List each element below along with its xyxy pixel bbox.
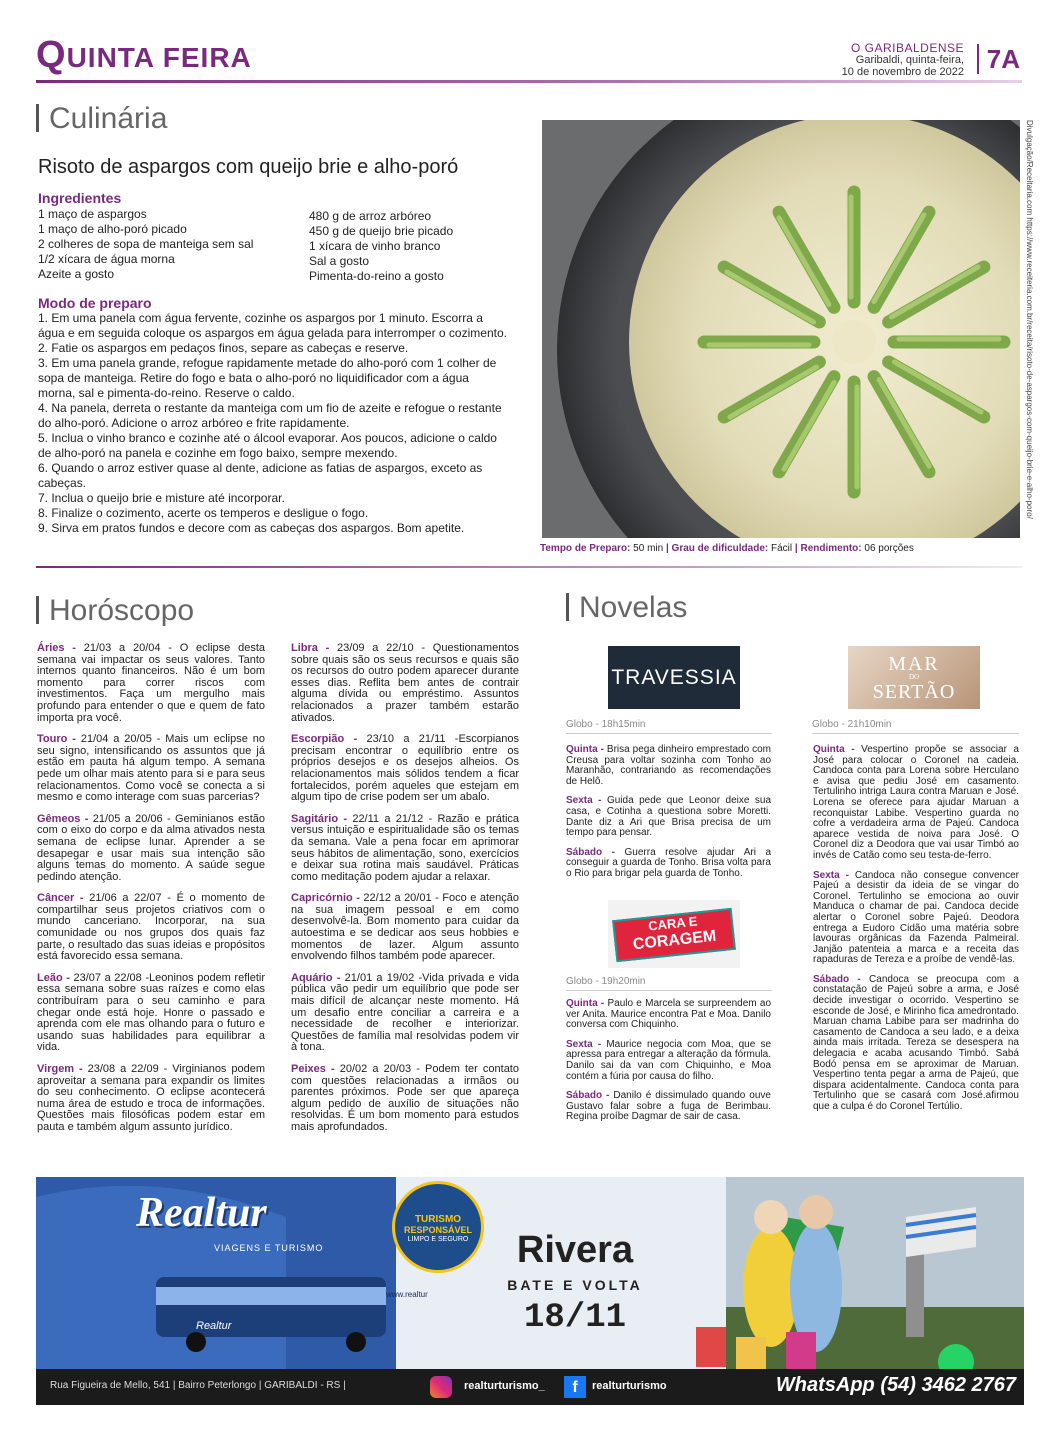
- recipe-title: Risoto de aspargos com queijo brie e alho-poró: [38, 156, 459, 178]
- cara-e-coragem-time: Globo - 19h20min: [566, 976, 646, 987]
- novela-entry: Sexta - Candoca não consegue convencer Pajeú a desistir da ideia de se vingar do Coronel. Tertulinho se emociona ao ouvir Manduca o chamar de pai. Candoca decide alertar o Coronel sobre Pajeú. Deodora entrega a Eudoro Cidão uma matéria sobre lavouras orgânicas da Fazenda Palmeiral. Janjão patenteia a marca e a receita das rapaduras de Tereza e a proíbe de vendê-las.: [813, 869, 1019, 966]
- divider: [566, 733, 772, 734]
- realtur-advertisement[interactable]: [36, 1177, 1024, 1405]
- ingredient: 1/2 xícara de água morna: [38, 252, 175, 266]
- masthead-info: [842, 42, 964, 78]
- novela-entry: Sexta - Maurice negocia com Moa, que se apressa para entregar a alteração da fórmula. Danilo sai da van com Chiquinho, e Moa contém a fúria por causa do filho.: [566, 1038, 772, 1082]
- travessia-logo: TRAVESSIA: [608, 646, 740, 709]
- ad-footer: [36, 1369, 1024, 1405]
- method-step: 6. Quando o arroz estiver quase al dente, adicione as fatias de aspargos, exceto as cabeças.: [38, 461, 483, 490]
- brand-subtitle: VIAGENS E TURISMO: [214, 1243, 324, 1253]
- mar-do-sertao-summary: [813, 745, 1019, 1122]
- divider: [812, 733, 1019, 734]
- destination-date: 18/11: [523, 1299, 627, 1337]
- travessia-summary: [566, 745, 771, 889]
- novela-entry: Quinta - Brisa pega dinheiro emprestado com Creusa para voltar sozinha com Tonho ao Maranhão, contrariando as recomendações de Helô.: [566, 744, 772, 787]
- risotto-illustration: [542, 120, 1020, 538]
- ingredient: 1 maço de aspargos: [38, 207, 147, 221]
- method-step: 9. Sirva em pratos fundos e decore com as cabeças dos aspargos. Bom apetite.: [38, 521, 465, 535]
- method-step: 8. Finalize o cozimento, acerte os temperos e desligue o fogo.: [38, 506, 369, 520]
- instagram-icon: [430, 1376, 452, 1398]
- travessia-time: Globo - 18h15min: [566, 719, 646, 730]
- horoscope-column-1: [37, 643, 265, 1144]
- destination-subtitle: BATE E VOLTA: [507, 1277, 643, 1293]
- ingredient: 1 maço de alho-poró picado: [38, 222, 187, 236]
- mar-do-sertao-time: Globo - 21h10min: [812, 719, 892, 730]
- yield-value: 06 porções: [864, 543, 914, 554]
- method-step: 1. Em uma panela com água fervente, cozinhe os aspargos por 1 minuto. Escorra a água e em seguida coloque os aspargos em água gelada para interromper o cozimento.: [38, 311, 507, 340]
- horoscope-entry: Câncer - 21/06 a 22/07 - É o momento de compartilhar seus projetos criativos com o mundo canceriano. Incorporar, na sua comunidade ou nos grupos dos quais faz parte, o resultado das suas ideias e propósitos está favorecido essa semana.: [37, 892, 265, 963]
- ingredients-list-right: [309, 209, 453, 284]
- facebook-icon: f: [564, 1376, 586, 1398]
- method-step: 2. Fatie os aspargos em pedaços finos, separe as cabeças e reserve.: [38, 341, 409, 355]
- horoscope-entry: Gêmeos - 21/05 a 20/06 - Geminianos estão com o eixo do corpo e da alma ativados nesta semana de eclipse lunar. Aprender a se desapegar e usar mais sua intenção são alguns temas do momento. A saúde segue pedindo atenção.: [37, 812, 265, 883]
- weekday-heading: QUINTA FEIRA: [36, 34, 252, 76]
- method-heading: Modo de preparo: [38, 295, 152, 311]
- photo-credit: Divulgação/Receitaria.com https://www.receiteria.com.br/receita/risoto-de-aspargos-com-queijo-brie-e-alho-poro/: [1025, 120, 1034, 519]
- novela-entry: Sábado - Candoca se preocupa com a constatação de Pajeú sobre a arma, e José decide investigar o ocorrido. Vespertino se esconde de José, e Mirinho fica amedrontado. Maruan chama Labibe para ser madrinha do casamento de Candoca a seu lado, e a deixa ainda mais irritada. Tereza se desespera na delegacia e acaba acusando Timbó. Sabá Bodó pensa em se aproximar de Maruan. Vespertino tenta pegar a arma de Pajeú, que dispara acidentalmente. Candoca conta para Tertulinho que se casará com José.afirmou que a culpa é do Coronel Tertúlio.: [813, 973, 1019, 1112]
- risotto-photo: [542, 120, 1020, 538]
- section-title-culinaria: Culinária: [36, 102, 167, 136]
- horoscope-entry: Escorpião - 23/10 a 21/11 -Escorpianos precisam encontrar o equilíbrio entre os próprios desejos e os desejos alheios. Os relacionamentos mais sólidos tendem a ficar fortalecidos, porém aqueles que estejam em algum tipo de crise podem ser um abalo.: [291, 733, 519, 804]
- method-step: 5. Inclua o vinho branco e cozinhe até o álcool evaporar. Aos poucos, adicione o caldo de alho-poró na panela e cozinhe em fogo baixo, sempre mexendo.: [38, 431, 497, 460]
- cara-e-coragem-logo: CARA E CORAGEM: [608, 900, 740, 968]
- horoscope-entry: Leão - 23/07 a 22/08 -Leoninos podem refletir essa semana sobre suas raízes e como elas contribuíram para o seu caminho e para chegar onde está hoje. Honre o passado e aprenda com ele mas olhando para o futuro e usando suas habilidades para equilibrar a vida.: [37, 971, 265, 1054]
- instagram-handle[interactable]: realturturismo_: [464, 1380, 545, 1392]
- ingredient: Azeite a gosto: [38, 267, 115, 281]
- yield-label: Rendimento:: [800, 543, 862, 554]
- section-title-horoscopo: Horóscopo: [36, 594, 194, 628]
- ingredient: 2 colheres de sopa de manteiga sem sal: [38, 237, 254, 251]
- turismo-seal: TURISMO RESPONSÁVEL LIMPO E SEGURO: [392, 1181, 484, 1273]
- horoscope-column-2: [291, 643, 519, 1144]
- horoscope-entry: Virgem - 23/08 a 22/09 - Virginianos podem aproveitar a semana para expandir os limites do seu conhecimento. O eclipse acontecerá numa área de estudo e troca de informações. Questões mais filosóficas podem estar em pauta e também algum assunto jurídico.: [37, 1063, 266, 1133]
- ingredient: Pimenta-do-reino a gosto: [309, 269, 444, 283]
- horoscope-entry: Libra - 23/09 a 22/10 - Questionamentos sobre quais são os seus recursos e quais são os recursos do outro podem aparecer durante esses dias. Reflita bem antes de contrair alguma dívida ou empréstimo. Assuntos relacionados a prazer também estarão ativados.: [291, 642, 519, 724]
- ingredient: 480 g de arroz arbóreo: [309, 209, 432, 223]
- newspaper-name: O GARIBALDENSE: [850, 41, 964, 55]
- edition-date: 10 de novembro de 2022: [841, 66, 964, 78]
- horoscope-entry: Áries - 21/03 a 20/04 - O eclipse desta semana vai impactar os seus valores. Tanto internos quanto financeiros. Não é um bom momento para correr riscos com investimentos. Faça um mergulho mais profundo para entender o que e quem de fato importa pra você.: [37, 642, 265, 724]
- brand-logo: Realtur: [136, 1190, 267, 1236]
- ingredient: 450 g de queijo brie picado: [309, 224, 454, 238]
- edition-place: Garibaldi, quinta-feira,: [855, 54, 964, 66]
- prep-value: 50 min: [633, 543, 664, 554]
- prep-label: Tempo de Preparo:: [540, 543, 631, 554]
- page-number: 7A: [977, 44, 1020, 74]
- method-step: 4. Na panela, derreta o restante da manteiga com um fio de azeite e refogue o restante do alho-poró. Adicione o arroz arbóreo e frite rapidamente.: [38, 401, 502, 430]
- horoscope-entry: Peixes - 20/02 a 20/03 - Podem ter contato com questões relacionadas a irmãos ou parentes próximos. Pode ser que apareça algum pedido de auxílio de situações não resolvidas. É um bom momento para estudos mais aprofundados.: [291, 1063, 519, 1133]
- novela-entry: Sexta - Guida pede que Leonor deixe sua casa, e Cotinha a questiona sobre Moretti. Dante diz a Ari que Brisa precisa de um tempo para pensar.: [566, 795, 772, 839]
- destination-title: Rivera: [516, 1229, 634, 1271]
- recipe-meta: Tempo de Preparo: 50 min | Grau de dificuldade: Fácil | Rendimento: 06 porções: [540, 543, 914, 554]
- horoscope-entry: Sagitário - 22/11 a 21/12 - Razão e prática versus intuição e espiritualidade são os temas da semana. Vale a pena focar em aprimorar seus hábitos de alimentação, sono, exercícios e deixar sua rotina mais saudável. Práticas como meditação podem ajudar a relaxar.: [291, 812, 519, 883]
- difficulty-label: Grau de dificuldade:: [671, 543, 769, 554]
- difficulty-value: Fácil: [771, 543, 793, 554]
- bus-url: www.realtur: [386, 1290, 428, 1299]
- horoscope-entry: Capricórnio - 22/12 a 20/01 - Foco e atenção na sua imagem pessoal e em como desenvolvê-la. Bom momento para cuidar da autoestima e se dedicar aos seus hobbies e momentos de lazer. Algum assunto envolvendo filhos também pode aparecer.: [291, 892, 519, 963]
- bus-text: Realtur: [196, 1320, 232, 1332]
- horoscope-entry: Aquário - 21/01 a 19/02 -Vida privada e vida pública vão pedir um equilíbrio que pode ser mais difícil de alcançar neste momento. Há um desafio entre conciliar a carreira e a necessidade de recolher e interiorizar. Questões de família mal resolvidas podem vir à tona.: [291, 971, 519, 1054]
- method-step: 7. Inclua o queijo brie e misture até incorporar.: [38, 491, 285, 505]
- address: Rua Figueira de Mello, 541 | Bairro Peterlongo | GARIBALDI - RS |: [50, 1380, 346, 1391]
- novela-entry: Sábado - Danilo é dissimulado quando ouve Gustavo falar sobre a fuga de Berimbau. Regina proíbe Dagmar de sair de casa.: [566, 1090, 771, 1123]
- horoscope-entry: Touro - 21/04 a 20/05 - Mais um eclipse no seu signo, intensificando os assuntos que já estão em pauta há algum tempo. A semana pede um olhar mais atento para si e para seus relacionamentos. Como você se conecta a si mesmo e como interage com suas parcerias?: [37, 733, 266, 804]
- header-rule: [36, 80, 1022, 83]
- method-step: 3. Em uma panela grande, refogue rapidamente metade do alho-poró com 1 colher de sopa de manteiga. Retire do fogo e bata o alho-poró no liquidificador com a água morna, sal e pimenta-do-reino. Reserve o caldo.: [38, 356, 497, 400]
- novela-entry: Sábado - Guerra resolve ajudar Ari a conseguir a guarda de Tonho. Brisa volta para o Rio para brigar pela guarda de Tonho.: [566, 846, 772, 879]
- method-steps: [38, 311, 508, 536]
- divider: [566, 990, 772, 991]
- ingredient: 1 xícara de vinho branco: [309, 239, 441, 253]
- cara-e-coragem-summary: [566, 999, 771, 1132]
- whatsapp-number[interactable]: WhatsApp (54) 3462 2767: [775, 1374, 1016, 1396]
- facebook-handle[interactable]: realturturismo: [592, 1380, 667, 1392]
- novela-entry: Quinta - Paulo e Marcela se surpreendem ao ver Anita. Maurice encontra Pat e Moa. Danilo conversa com Chiquinho.: [566, 998, 772, 1031]
- ingredients-list-left: [38, 207, 253, 282]
- ingredients-heading: Ingredientes: [38, 190, 122, 206]
- section-title-novelas: Novelas: [566, 591, 687, 625]
- ingredient: Sal a gosto: [309, 254, 370, 268]
- mar-do-sertao-logo: MAR DO SERTÃO: [848, 646, 980, 709]
- novela-entry: Quinta - Vespertino propõe se associar a José para colocar o Coronel na cadeia. Candoca conta para Lorena sobre Herculano e avisa que pediu José em casamento. Tertulinho intriga Laura contra Maruan e José. Lorena se oferece para ajudar Maruan a reconquistar Labibe. Vespertino guarda no cofre a verdadeira arma de Pajeú. Candoca aparece vestida de noiva para José. O Coronel diz a Deodora que vai usar Timbó ao invés de Catão como seu testa-de-ferro.: [813, 744, 1019, 861]
- section-rule: [36, 566, 1022, 568]
